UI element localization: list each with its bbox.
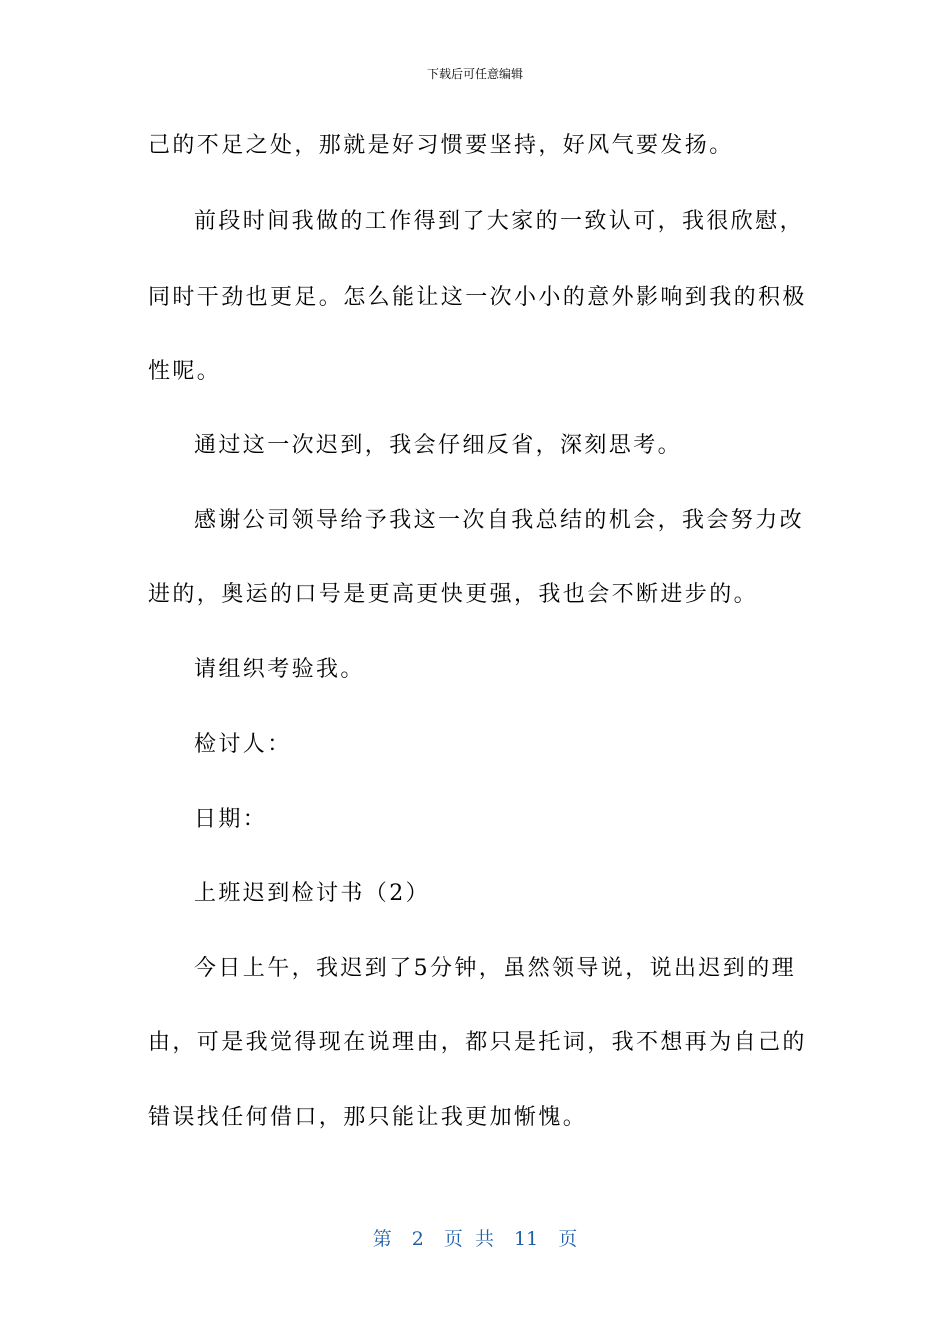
paragraph-line: 进的，奥运的口号是更高更快更强，我也会不断进步的。 <box>148 582 759 607</box>
paragraph-line: 感谢公司领导给予我这一次自我总结的机会，我会努力改 <box>194 508 805 533</box>
paragraph-line: 由，可是我觉得现在说理由，都只是托词，我不想再为自己的 <box>148 1030 807 1055</box>
paragraph-line: 性呢。 <box>148 359 222 384</box>
signature-label: 检讨人： <box>194 732 292 757</box>
paragraph-line: 前段时间我做的工作得到了大家的一致认可，我很欣慰， <box>194 209 805 234</box>
paragraph-line: 今日上午，我迟到了5分钟，虽然领导说，说出迟到的理 <box>194 956 796 981</box>
page-number: 2 <box>411 1228 424 1250</box>
section-title: 上班迟到检讨书（2） <box>194 881 430 906</box>
page-prefix: 第 <box>372 1228 392 1250</box>
paragraph-line: 请组织考验我。 <box>194 657 365 682</box>
page-suffix: 页 <box>558 1228 578 1250</box>
page-footer <box>0 1226 950 1252</box>
total-pages: 11 <box>514 1228 539 1250</box>
paragraph-line: 同时干劲也更足。怎么能让这一次小小的意外影响到我的积极 <box>148 285 807 310</box>
page-middle: 页 共 <box>443 1228 494 1250</box>
date-label: 日期： <box>194 807 268 832</box>
paragraph-line: 错误找任何借口，那只能让我更加惭愧。 <box>148 1105 588 1130</box>
paragraph-line: 己的不足之处，那就是好习惯要坚持，好风气要发扬。 <box>148 133 734 158</box>
paragraph-line: 通过这一次迟到，我会仔细反省，深刻思考。 <box>194 433 683 458</box>
page-header-note: 下载后可任意编辑 <box>426 67 523 81</box>
